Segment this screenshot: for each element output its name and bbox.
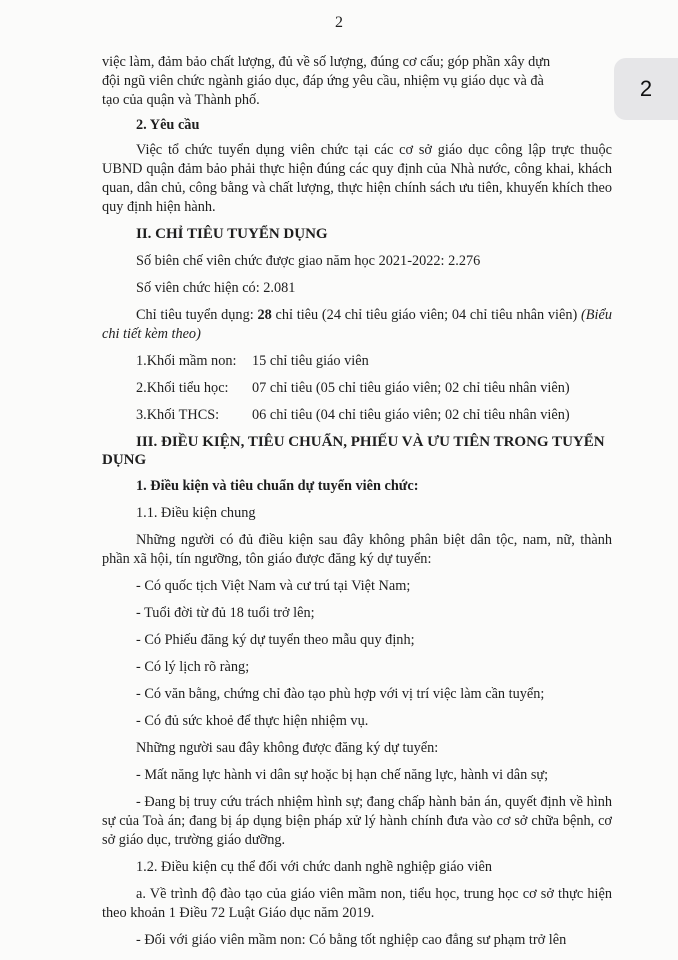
paragraph-chi-tieu (102, 306, 612, 344)
chi-tieu-number: 28 (257, 307, 272, 323)
khoi-label: 2.Khối tiểu học: (136, 380, 229, 396)
paragraph-a: a. Về trình độ đào tạo của giáo viên mầm non, tiểu học, trung học cơ sở thực hiện theo khoản 1 Điều 72 Luật Giáo dục năm 2019. (102, 886, 612, 921)
list-item: - Có văn bằng, chứng chỉ đào tạo phù hợp với vị trí việc làm cần tuyển; (136, 686, 545, 702)
intro-line-3: tạo của quận và Thành phố. (102, 92, 260, 108)
khoi-row (102, 379, 612, 398)
khoi-label: 3.Khối THCS: (136, 407, 220, 423)
chi-tieu-note: (Biểu chi tiết kèm theo) (102, 307, 612, 342)
paragraph-mam-non: - Đối với giáo viên mầm non: Có bằng tốt nghiệp cao đẳng sư phạm trở lên (136, 932, 567, 948)
khoi-value: 15 chỉ tiêu giáo viên (252, 353, 369, 369)
page-number: 2 (335, 14, 343, 31)
page-badge[interactable]: 2 (614, 58, 678, 120)
heading-chi-tieu: II. CHỈ TIÊU TUYỂN DỤNG (136, 226, 328, 242)
paragraph-nhung-nguoi: Những người có đủ điều kiện sau đây không phân biệt dân tộc, nam, nữ, thành phần xã hội, tín ngưỡng, tôn giáo được đăng ký dự tuyển: (102, 532, 612, 567)
list-item: - Mất năng lực hành vi dân sự hoặc bị hạn chế năng lực, hành vi dân sự; (136, 767, 549, 783)
intro-line-1: việc làm, đảm bảo chất lượng, đủ về số lượng, đúng cơ cấu; góp phần xây dựn (102, 54, 551, 70)
chi-tieu-prefix: Chỉ tiêu tuyển dụng: (136, 307, 258, 323)
heading-dieu-kien-1: 1. Điều kiện và tiêu chuẩn dự tuyển viên chức: (136, 478, 419, 494)
khoi-row (102, 406, 612, 425)
paragraph-bien-che: Số biên chế viên chức được giao năm học 2021-2022: 2.276 (136, 253, 481, 269)
list-item: - Có Phiếu đăng ký dự tuyển theo mẫu quy định; (136, 632, 415, 648)
document-body (102, 53, 612, 950)
khoi-value: 06 chỉ tiêu (04 chỉ tiêu giáo viên; 02 chỉ tiêu nhân viên) (252, 407, 570, 423)
khoi-label: 1.Khối mầm non: (136, 353, 237, 369)
intro-line-2: đội ngũ viên chức ngành giáo dục, đáp ứng yêu cầu, nhiệm vụ giáo dục và đà (102, 73, 544, 89)
khoi-row (102, 352, 612, 371)
heading-dieu-kien-1-2: 1.2. Điều kiện cụ thể đối với chức danh nghề nghiệp giáo viên (136, 859, 492, 875)
list-item: - Tuổi đời từ đủ 18 tuổi trở lên; (136, 605, 315, 621)
heading-yeu-cau: 2. Yêu cầu (136, 117, 200, 133)
list-item: - Đang bị truy cứu trách nhiệm hình sự; đang chấp hành bản án, quyết định về hình sự của Toà án; đang bị áp dụng biện pháp xử lý hành chính đưa vào cơ sở chữa bệnh, cơ sở giáo dục, trường giáo dưỡng. (102, 794, 612, 848)
paragraph-hien-co: Số viên chức hiện có: 2.081 (136, 280, 296, 296)
paragraph-khong-duoc: Những người sau đây không được đăng ký dự tuyển: (136, 740, 439, 756)
khoi-value: 07 chỉ tiêu (05 chỉ tiêu giáo viên; 02 chỉ tiêu nhân viên) (252, 380, 570, 396)
chi-tieu-rest: chỉ tiêu (24 chỉ tiêu giáo viên; 04 chỉ tiêu nhân viên) (271, 307, 582, 323)
list-item: - Có đủ sức khoẻ để thực hiện nhiệm vụ. (136, 713, 369, 729)
heading-dieu-kien-1-1: 1.1. Điều kiện chung (136, 505, 256, 521)
list-item: - Có quốc tịch Việt Nam và cư trú tại Việt Nam; (136, 578, 411, 594)
paragraph-yeu-cau: Việc tổ chức tuyển dụng viên chức tại các cơ sở giáo dục công lập trực thuộc UBND quận đảm bảo phải thực hiện đúng các quy định của Nhà nước, công khai, khách quan, dân chủ, công bằng và chất lượng, thực hiện chính sách ưu tiên, khuyến khích theo quy định hiện hành. (102, 142, 612, 215)
list-item: - Có lý lịch rõ ràng; (136, 659, 250, 675)
heading-dieu-kien: III. ĐIỀU KIỆN, TIÊU CHUẨN, PHIẾU VÀ ƯU TIÊN TRONG TUYỂN DỤNG (102, 434, 605, 468)
